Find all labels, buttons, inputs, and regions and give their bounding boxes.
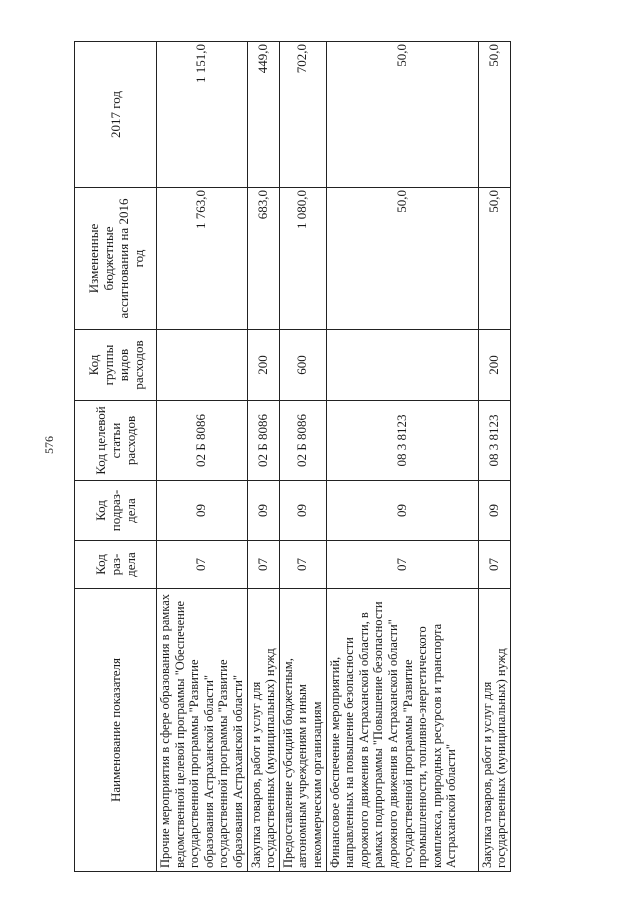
row-csr: 02 Б 8086 <box>157 401 248 481</box>
header-razdel: Код раз-дела <box>75 541 157 589</box>
table-header-row <box>75 42 157 872</box>
table-row <box>247 42 279 872</box>
header-amount-2016: Измененные бюджетные ассигнования на 2016 год <box>75 188 157 330</box>
row-razdel: 07 <box>157 541 248 589</box>
row-csr: 02 Б 8086 <box>247 401 279 481</box>
header-name: Наименование показателя <box>75 589 157 872</box>
row-vr: 200 <box>247 330 279 401</box>
header-csr: Код целевой статьи расходов <box>75 401 157 481</box>
row-podrazdel: 09 <box>157 481 248 541</box>
row-amount-2016: 50,0 <box>478 188 510 330</box>
row-vr <box>157 330 248 401</box>
table-row <box>478 42 510 872</box>
row-name: Закупка товаров, работ и услуг для государственных (муниципальных) нужд <box>478 589 510 872</box>
row-name: Прочие мероприятия в сфере образования в рамках ведомственной целевой программы "Обеспечение государственной программы "Развитие образования Астраханской области" государственной программы "Развитие образования Астраханской области" <box>157 589 248 872</box>
row-amount-2017: 1 151,0 <box>157 42 248 188</box>
row-razdel: 07 <box>478 541 510 589</box>
row-amount-2016: 683,0 <box>247 188 279 330</box>
table-row <box>326 42 478 872</box>
row-amount-2016: 50,0 <box>326 188 478 330</box>
row-csr: 08 3 8123 <box>478 401 510 481</box>
row-amount-2017: 449,0 <box>247 42 279 188</box>
row-podrazdel: 09 <box>247 481 279 541</box>
row-csr: 08 3 8123 <box>326 401 478 481</box>
row-razdel: 07 <box>326 541 478 589</box>
row-name: Закупка товаров, работ и услуг для государственных (муниципальных) нужд <box>247 589 279 872</box>
row-name: Предоставление субсидий бюджетным, автономным учреждениям и иным некоммерческим организациям <box>279 589 326 872</box>
row-razdel: 07 <box>247 541 279 589</box>
row-name: Финансовое обеспечение мероприятий, направленных на повышение безопасности дорожного движения в Астраханской области, в рамках подпрограммы "Повышение безопасности дорожного движения в Астраханской области" государственной программы "Развитие промышленности, топливно-энергетического комплекса, природных ресурсов и транспорта Астраханской области" <box>326 589 478 872</box>
row-amount-2017: 702,0 <box>279 42 326 188</box>
row-razdel: 07 <box>279 541 326 589</box>
table-row <box>279 42 326 872</box>
page-number: 576 <box>42 436 56 454</box>
row-amount-2016: 1 080,0 <box>279 188 326 330</box>
row-podrazdel: 09 <box>326 481 478 541</box>
row-vr: 200 <box>478 330 510 401</box>
header-amount-2017: 2017 год <box>75 42 157 188</box>
row-amount-2017: 50,0 <box>478 42 510 188</box>
row-podrazdel: 09 <box>478 481 510 541</box>
row-csr: 02 Б 8086 <box>279 401 326 481</box>
budget-table <box>74 41 511 872</box>
table-row <box>157 42 248 872</box>
row-amount-2016: 1 763,0 <box>157 188 248 330</box>
header-podrazdel: Код подраз-дела <box>75 481 157 541</box>
header-vr: Код группы видов расходов <box>75 330 157 401</box>
rotated-table-container <box>74 42 509 872</box>
row-vr: 600 <box>279 330 326 401</box>
row-amount-2017: 50,0 <box>326 42 478 188</box>
row-podrazdel: 09 <box>279 481 326 541</box>
row-vr <box>326 330 478 401</box>
